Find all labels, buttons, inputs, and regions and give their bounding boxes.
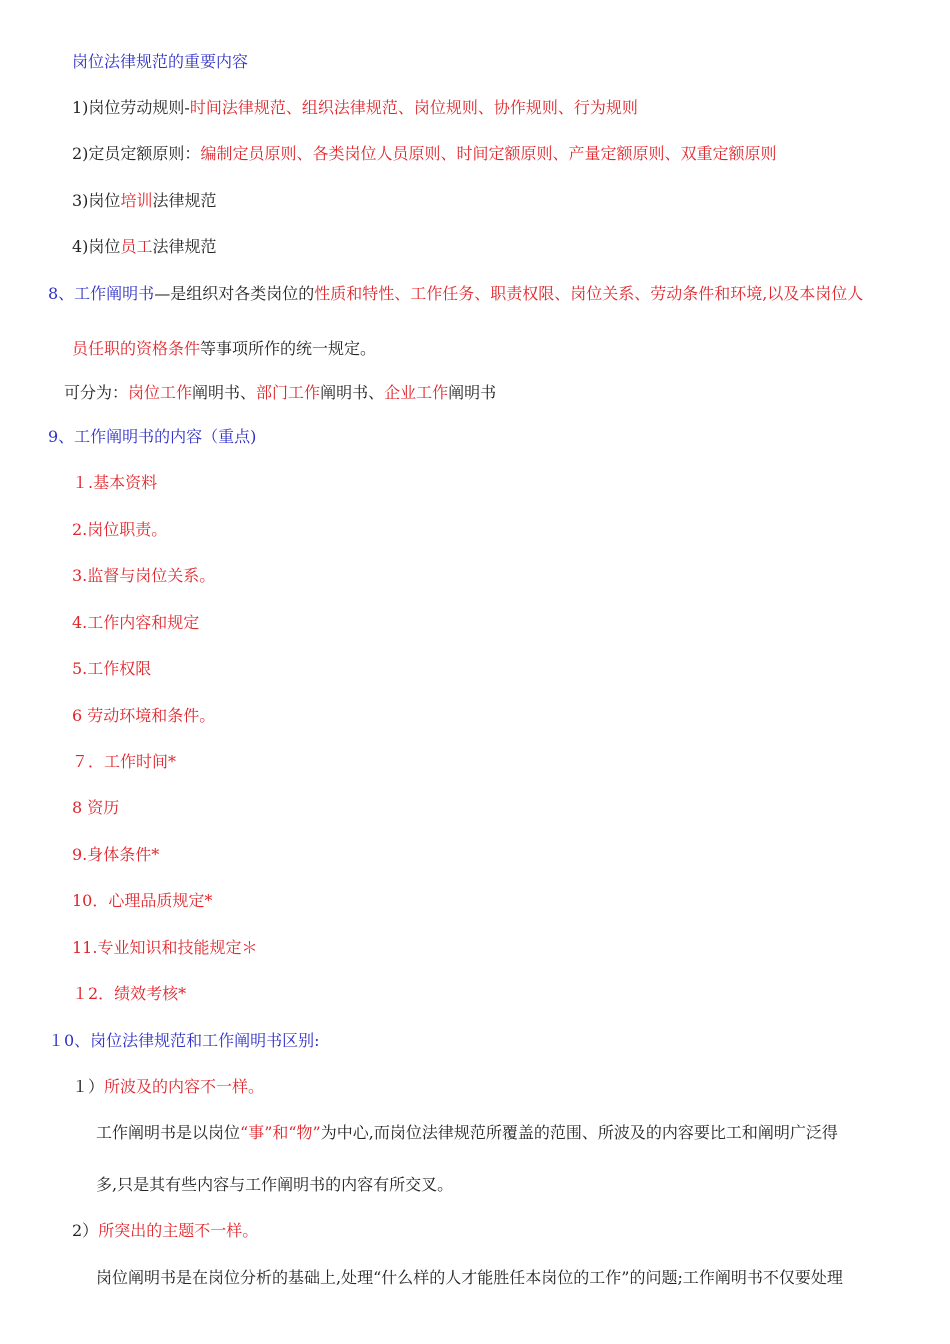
line-content-item-1: [72, 472, 157, 494]
line-content-item-5: [72, 658, 151, 680]
line-item-training: [72, 190, 216, 212]
text-run: 岗位工作: [128, 383, 193, 402]
text-run: 编制定员原则、各类岗位人员原则、时间定额原则、产量定额原则、双重定额原则: [200, 144, 777, 163]
line-content-item-10: [72, 890, 212, 912]
line-content-item-12: [72, 983, 186, 1005]
line-heading-job-norms: [72, 51, 248, 73]
text-run: １2．绩效考核*: [72, 984, 187, 1003]
text-run: 部门工作: [256, 383, 321, 402]
text-run: 可分为：: [64, 383, 129, 402]
line-content-item-11: [72, 937, 257, 959]
text-run: ,以及本岗位人: [762, 284, 864, 303]
text-run: 时间法律规范、组织法律规范、岗位规则、协作规则、行为规则: [189, 98, 638, 117]
line-content-item-3: [72, 565, 215, 587]
text-run: 培训: [120, 191, 153, 210]
text-run: 为中心,而岗位法律规范所覆盖的范围、所波及的内容要比工和阐明广泛得: [320, 1123, 838, 1142]
text-run: 2)定员定额原则：: [72, 144, 201, 163]
text-run: 阐明书、: [192, 383, 257, 402]
line-content-item-7: [72, 751, 176, 773]
text-run: 6 劳动环境和条件。: [72, 706, 216, 725]
text-run: 岗位法律规范的重要内容: [72, 52, 249, 71]
line-section-8-definition: [48, 283, 863, 305]
text-run: 3)岗位: [72, 191, 121, 210]
text-run: 法律规范: [152, 237, 217, 256]
text-run: 4.工作内容和规定: [72, 613, 200, 632]
text-run: １）: [72, 1077, 105, 1096]
text-run: 2.岗位职责。: [72, 520, 168, 539]
text-run: 11.专业知识和技能规定＊: [72, 938, 258, 957]
line-item-employee: [72, 236, 216, 258]
line-difference-2-heading: [72, 1220, 258, 1242]
text-run: 阐明书、: [320, 383, 385, 402]
line-content-item-4: [72, 612, 199, 634]
text-run: 法律规范: [152, 191, 217, 210]
text-run: ７．工作时间*: [72, 752, 177, 771]
text-run: 岗位阐明书是在岗位分析的基础上,处理“什么样的人才能胜任本岗位的工作”的问题;工作阐明书不仅要处理: [96, 1268, 843, 1287]
line-difference-1-continuation: [96, 1174, 453, 1196]
text-run: 等事项所作的统一规定。: [200, 339, 377, 358]
line-section-10-heading: [48, 1030, 320, 1052]
line-content-item-9: [72, 844, 159, 866]
text-run: 阐明书: [448, 383, 497, 402]
line-content-item-8: [72, 797, 119, 819]
text-run: 员任职的资格条件: [72, 339, 201, 358]
text-run: 性质和特性、工作任务、职责权限、岗位关系、劳动条件和环境: [314, 284, 763, 303]
text-run: 所突出的主题不一样。: [98, 1221, 259, 1240]
line-section-8-categories: [64, 382, 496, 404]
line-difference-1-body: [96, 1122, 838, 1144]
text-run: 3.监督与岗位关系。: [72, 566, 216, 585]
text-run: 工作阐明书是以岗位: [96, 1123, 241, 1142]
text-run: 10．心理品质规定*: [72, 891, 213, 910]
text-run: 企业工作: [384, 383, 449, 402]
text-run: 员工: [120, 237, 153, 256]
text-run: 2）: [72, 1221, 99, 1240]
text-run: —是组织对各类岗位的: [154, 284, 315, 303]
text-run: 所波及的内容不一样。: [104, 1077, 265, 1096]
line-difference-2-body: [96, 1267, 843, 1289]
text-run: １0、岗位法律规范和工作阐明书区别:: [48, 1031, 320, 1050]
text-run: 多,只是其有些内容与工作阐明书的内容有所交叉。: [96, 1175, 454, 1194]
line-item-staffing-quota: [72, 143, 776, 165]
line-content-item-2: [72, 519, 167, 541]
text-run: 9.身体条件*: [72, 845, 160, 864]
text-run: 4)岗位: [72, 237, 121, 256]
line-content-item-6: [72, 705, 215, 727]
text-run: 8、工作阐明书: [48, 284, 155, 303]
line-section-8-continuation: [72, 338, 376, 360]
line-item-labor-rules: [72, 97, 638, 119]
text-run: 5.工作权限: [72, 659, 152, 678]
line-section-9-heading: [48, 426, 256, 448]
text-run: 1)岗位劳动规则-: [72, 98, 190, 117]
text-run: 9、工作阐明书的内容（重点): [48, 427, 257, 446]
text-run: “事”和“物”: [240, 1123, 321, 1142]
text-run: １.基本资料: [72, 473, 158, 492]
text-run: 8 资历: [72, 798, 120, 817]
line-difference-1-heading: [72, 1076, 264, 1098]
